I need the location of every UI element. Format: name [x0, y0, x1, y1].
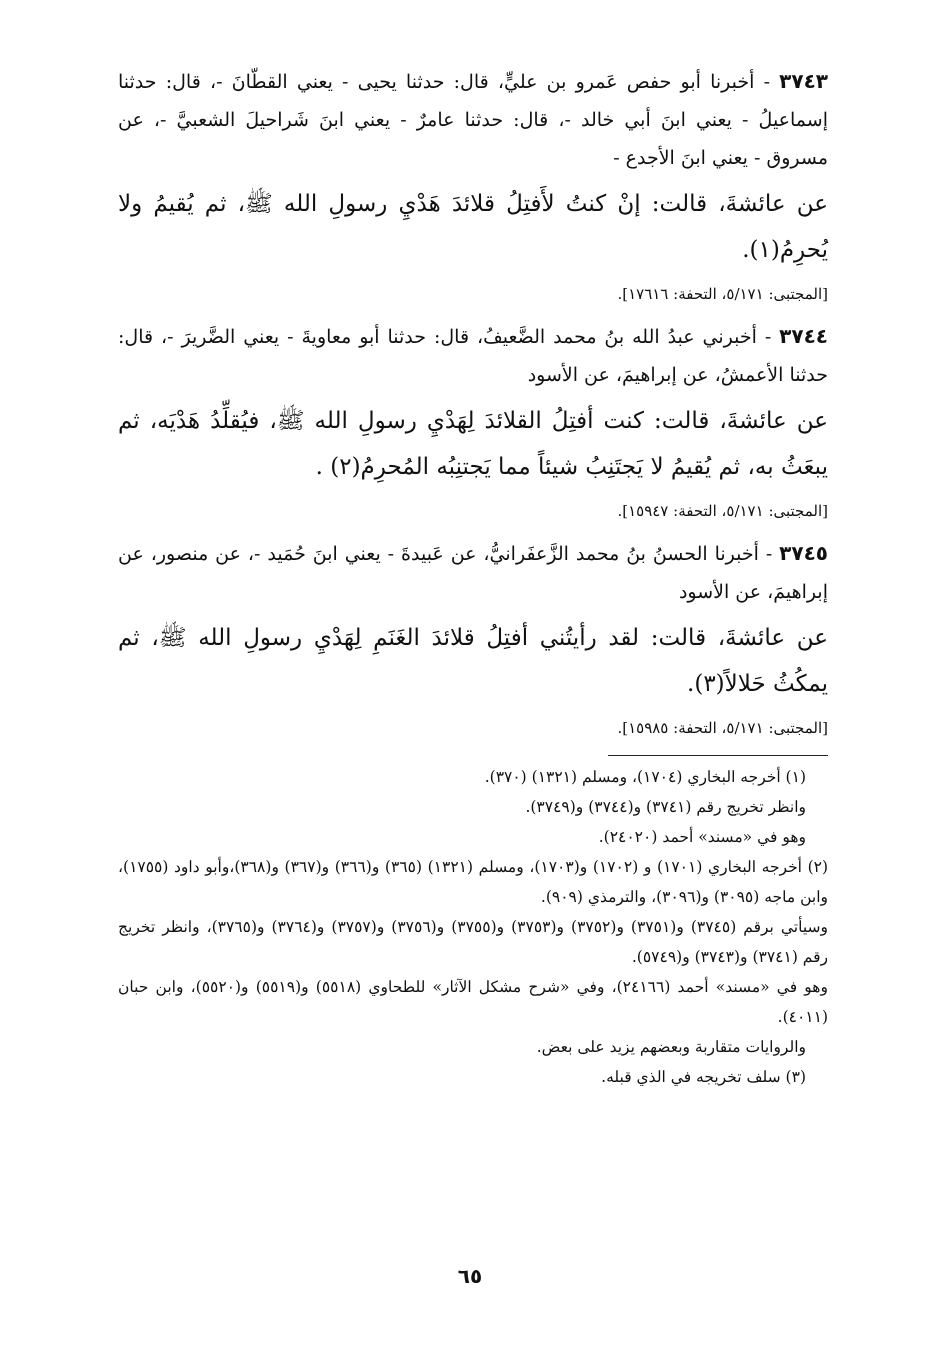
hadith-3744-matn: عن عائشةَ، قالت: كنت أفتِلُ القلائدَ لِهَدْيِ رسولِ الله ﷺ، فيُقلِّدُ هَدْيَه، ثم يبعَثُ به، ثم يُقيمُ لا يَجتَنِبُ شيئاً مما يَجتنِبُه المُحرِمُ(٢) .	[118, 408, 828, 480]
footnote-2-line-4: والروايات متقاربة وبعضهم يزيد على بعض.	[536, 1038, 806, 1056]
hadith-number: ٣٧٤٥	[779, 541, 828, 565]
footnote-1-line-2: وانظر تخريج رقم (٣٧٤١) و(٣٧٤٤) و(٣٧٤٩).	[525, 798, 806, 816]
page-body	[118, 62, 828, 1092]
hadith-3743-chain	[118, 62, 828, 177]
footnote-2-line-2: وسيأتي برقم (٣٧٤٥) و(٣٧٥١) و(٣٧٥٢) و(٣٧٥٣) و(٣٧٥٥) و(٣٧٥٦) و(٣٧٥٧) و(٣٧٦٤) و(٣٧٦٥)، وانظر تخريج رقم (٣٧٤١) و(٣٧٤٣) و(٥٧٤٩).	[118, 918, 828, 966]
footnote-3: (٣) سلف تخريجه في الذي قبله.	[601, 1068, 806, 1086]
page-number: ٦٥	[457, 1264, 483, 1288]
hadith-number: ٣٧٤٤	[779, 324, 828, 348]
footnote-1-line-3: وهو في «مسند» أحمد (٢٤٠٢٠).	[598, 828, 806, 846]
footnote-1-line-1: (١) أخرجه البخاري (١٧٠٤)، ومسلم (١٣٢١) (٣٧٠).	[484, 768, 806, 786]
hadith-number: ٣٧٤٣	[779, 69, 828, 93]
hadith-3744-chain	[118, 317, 828, 394]
hadith-3743-reference: [المجتبى: ٥/١٧١، التحفة: ١٧٦١٦].	[617, 285, 828, 303]
hadith-3743-matn: عن عائشةَ، قالت: إنْ كنتُ لأَفتِلُ قلائدَ هَدْيِ رسولِ الله ﷺ، ثم يُقيمُ ولا يُحرِمُ(١).	[118, 191, 828, 263]
isnad-text: - أخبرنا الحسنُ بنُ محمد الزَّعفَرانيُّ، عن عَبيدةَ - يعني ابنَ حُمَيد -، عن منصور، عن إبراهيمَ، عن الأسود	[118, 543, 828, 603]
hadith-3745-reference: [المجتبى: ٥/١٧١، التحفة: ١٥٩٨٥].	[617, 719, 828, 737]
hadith-3745-chain	[118, 534, 828, 611]
hadith-3745-matn: عن عائشةَ، قالت: لقد رأيتُني أفتِلُ قلائدَ الغَنَمِ لِهَدْيِ رسولِ الله ﷺ، ثم يمكُثُ حَلالاً(٣).	[118, 625, 828, 697]
isnad-text: - أخبرنا أبو حفص عَمرو بن عليٍّ، قال: حدثنا يحيى - يعني القطّانَ -، قال: حدثنا إسماعيلُ - يعني ابنَ أبي خالد -، قال: حدثنا عامرٌ - يعني ابنَ شَراحيلَ الشعبيَّ -، عن مسروق - يعني ابنَ الأجدع -	[118, 71, 828, 169]
hadith-3744-reference: [المجتبى: ٥/١٧١، التحفة: ١٥٩٤٧].	[617, 502, 828, 520]
footnote-2-line-3: وهو في «مسند» أحمد (٢٤١٦٦)، وفي «شرح مشكل الآثار» للطحاوي (٥٥١٨) و(٥٥١٩) و(٥٥٢٠)، وابن حبان (٤٠١١).	[118, 978, 828, 1026]
footnote-2-line-1: (٢) أخرجه البخاري (١٧٠١) و (١٧٠٢) و(١٧٠٣)، ومسلم (١٣٢١) (٣٦٥) و(٣٦٦) و(٣٦٧) و(٣٦٨)،وأبو داود (١٧٥٥)، وابن ماجه (٣٠٩٥) و(٣٠٩٦)، والترمذي (٩٠٩).	[118, 858, 829, 906]
isnad-text: - أخبرني عبدُ الله بنُ محمد الضَّعيفُ، قال: حدثنا أبو معاويةَ - يعني الضَّريرَ -، قال: حدثنا الأعمشُ، عن إبراهيمَ، عن الأسود	[118, 326, 828, 386]
footnote-divider	[608, 755, 828, 756]
